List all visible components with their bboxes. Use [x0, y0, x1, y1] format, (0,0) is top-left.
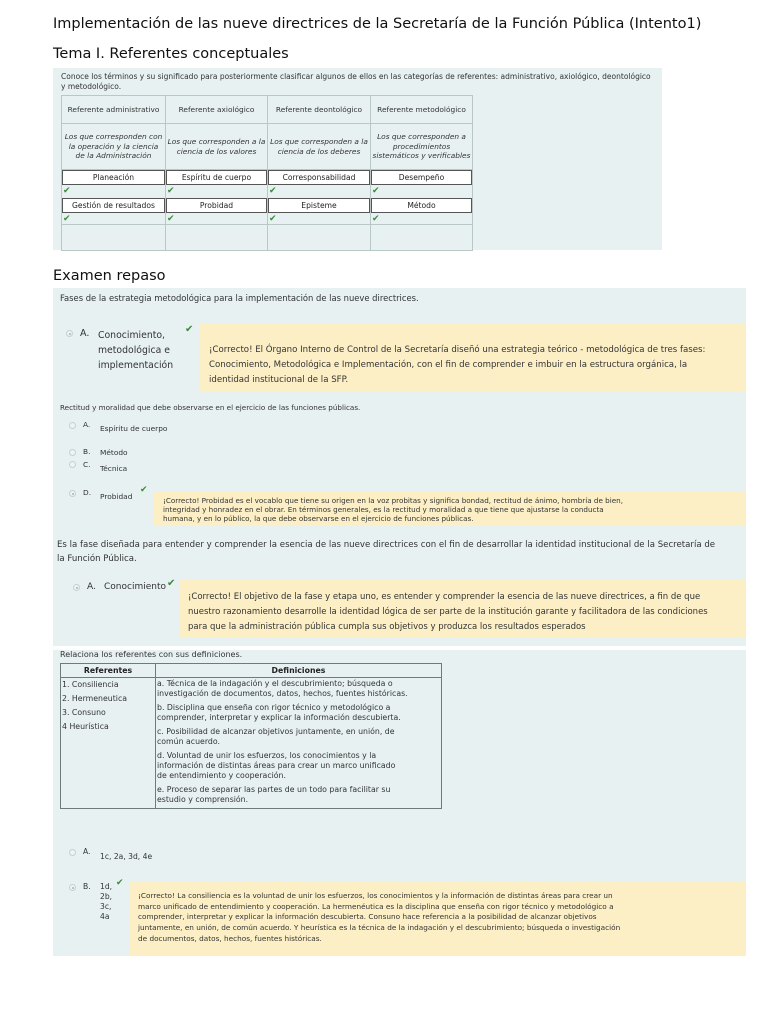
header-deontologico: Referente deontológico: [268, 96, 371, 124]
referentes-cell: 1. Consiliencia 2. Hermeneutica 3. Consuno 4 Heurística: [61, 678, 156, 809]
option-text[interactable]: 1c, 2a, 3d, 4e: [100, 852, 153, 861]
drop-answer[interactable]: Corresponsabilidad: [268, 170, 370, 185]
option-text[interactable]: Conocimiento, metodológica e implementación: [98, 330, 174, 371]
option-text[interactable]: 1d, 2b, 3c, 4a: [100, 882, 113, 921]
drop-answer[interactable]: Gestión de resultados: [62, 198, 165, 213]
section-title-examen: Examen repaso: [53, 268, 166, 284]
check-icon: ✔: [140, 485, 148, 495]
feedback-box: ¡Correcto! El Órgano Interno de Control de la Secretaría diseñó una estrategia teórico - metodológica de tres fases: Conocimiento, Metodológica e Implementación, con el fin de comprender e imbuir en la estructura orgánica, la identidad institucional de la SFP.: [199, 324, 746, 391]
option-text[interactable]: Probidad: [100, 492, 133, 501]
feedback-box: ¡Correcto! El objetivo de la fase y etapa uno, es entender y comprender la esencia de las nueve directrices, a fin de que nuestro razonamiento desarrolle la identidad lógica de ser parte de la institución garante y facilitadora de las condiciones para que la administración pública cumpla sus objetivos y produzca los resultados esperados: [180, 580, 746, 638]
table-header: Definiciones: [156, 664, 442, 678]
check-icon: ✔: [185, 324, 194, 335]
check-icon: ✔: [269, 186, 277, 196]
check-icon: ✔: [116, 878, 124, 888]
definitions-table: [60, 663, 442, 809]
referentes-table: [61, 95, 473, 251]
question-3-text: Es la fase diseñada para entender y comprender la esencia de las nueve directrices con el fin de desarrollar la identidad institucional de la Secretaría de la Función Pública.: [57, 540, 716, 564]
desc-deontologico: Los que corresponden a la ciencia de los deberes: [268, 124, 371, 170]
question-1-text: Fases de la estrategia metodológica para la implementación de las nueve directrices.: [60, 293, 419, 303]
desc-axiologico: Los que corresponden a la ciencia de los valores: [166, 124, 268, 170]
radio-option[interactable]: [69, 884, 76, 891]
option-letter: A.: [80, 328, 90, 339]
check-icon: ✔: [269, 214, 277, 224]
header-metodologico: Referente metodológico: [371, 96, 473, 124]
drop-answer[interactable]: Espíritu de cuerpo: [166, 170, 267, 185]
header-axiologico: Referente axiológico: [166, 96, 268, 124]
feedback-box: ¡Correcto! Probidad es el vocablo que tiene su origen en la voz probitas y significa bondad, rectitud de ánimo, hombría de bien, integridad y honradez en el obrar. En términos generales, es la rectitud y moralidad a que tiene que ajustarse la conducta humana, y en lo público, la que debe observarse en el ejercicio de funciones públicas.: [153, 491, 746, 525]
desc-administrativo: Los que corresponden con la operación y la ciencia de la Administración: [62, 124, 166, 170]
drop-answer[interactable]: Probidad: [166, 198, 267, 213]
header-administrativo: Referente administrativo: [62, 96, 166, 124]
definition-item: c. Posibilidad de alcanzar objetivos juntamente, en unión, de común acuerdo.: [157, 727, 395, 746]
radio-option[interactable]: [69, 449, 76, 456]
radio-option[interactable]: [73, 584, 80, 591]
question-4-text: Relaciona los referentes con sus definiciones.: [60, 650, 243, 659]
option-text[interactable]: Método: [100, 448, 128, 457]
instructions-text: Conoce los términos y su significado para posteriormente clasificar algunos de ellos en las categorías de referentes: administrativo, axiológico, deontológico y metodológico.: [61, 72, 651, 91]
check-icon: ✔: [372, 214, 380, 224]
radio-option[interactable]: [69, 490, 76, 497]
radio-option[interactable]: [69, 461, 76, 468]
desc-metodologico: Los que corresponden a procedimientos sistemáticos y verificables: [371, 124, 473, 170]
referentes-panel: [53, 68, 662, 250]
table-header: Referentes: [61, 664, 156, 678]
definition-item: b. Disciplina que enseña con rigor técnico y metodológico a comprender, interpretar y explicar la información descubierta.: [157, 703, 401, 722]
option-text[interactable]: Espíritu de cuerpo: [100, 424, 168, 433]
exam-panel: [53, 288, 746, 956]
option-letter: A.: [83, 420, 91, 429]
definition-item: d. Voluntad de unir los esfuerzos, los conocimientos y la información de distintas áreas para crear un marco unificado de entendimiento y cooperación.: [157, 751, 396, 780]
definition-item: a. Técnica de la indagación y el descubrimiento; búsqueda o investigación de documentos, datos, hechos, fuentes históricas.: [157, 679, 408, 698]
option-text[interactable]: Técnica: [100, 464, 128, 473]
definiciones-cell: [156, 678, 442, 809]
question-2-text: Rectitud y moralidad que debe observarse en el ejercicio de las funciones públicas.: [60, 403, 361, 412]
check-icon: ✔: [63, 214, 71, 224]
drop-answer[interactable]: Planeación: [62, 170, 165, 185]
option-letter: D.: [83, 488, 92, 497]
drop-answer[interactable]: Método: [371, 198, 472, 213]
section-title-tema: Tema I. Referentes conceptuales: [53, 46, 289, 62]
drop-answer[interactable]: Desempeño: [371, 170, 472, 185]
check-icon: ✔: [167, 186, 175, 196]
option-letter: C.: [83, 460, 91, 469]
option-letter: A.: [83, 847, 91, 856]
page-title: Implementación de las nueve directrices de la Secretaría de la Función Pública (Intento1): [53, 16, 702, 32]
radio-option[interactable]: [66, 330, 73, 337]
drop-answer[interactable]: Episteme: [268, 198, 370, 213]
option-letter: B.: [83, 882, 91, 891]
option-letter: B.: [83, 447, 91, 456]
check-icon: ✔: [167, 214, 175, 224]
definition-item: e. Proceso de separar las partes de un todo para facilitar su estudio y comprensión.: [157, 785, 391, 804]
radio-option[interactable]: [69, 849, 76, 856]
check-icon: ✔: [63, 186, 71, 196]
radio-option[interactable]: [69, 422, 76, 429]
feedback-box: ¡Correcto! La consiliencia es la voluntad de unir los esfuerzos, los conocimientos y la información de distintas áreas para crear un marco unificado de entendimiento y cooperación. La hermenéutica es la disciplina que enseña con rigor técnico y metodológico a comprender, interpretar y explicar la información descubierta. Consuno hace referencia a la posibilidad de alcanzar objetivos juntamente, en unión, de común acuerdo. Y heurística es la técnica de la indagación y el descubrimiento; búsqueda o investigación de documentos, datos, hechos, fuentes históricas.: [130, 881, 746, 956]
check-icon: ✔: [167, 578, 176, 589]
option-letter: A.: [87, 582, 96, 592]
option-text[interactable]: Conocimiento: [104, 582, 166, 592]
check-icon: ✔: [372, 186, 380, 196]
